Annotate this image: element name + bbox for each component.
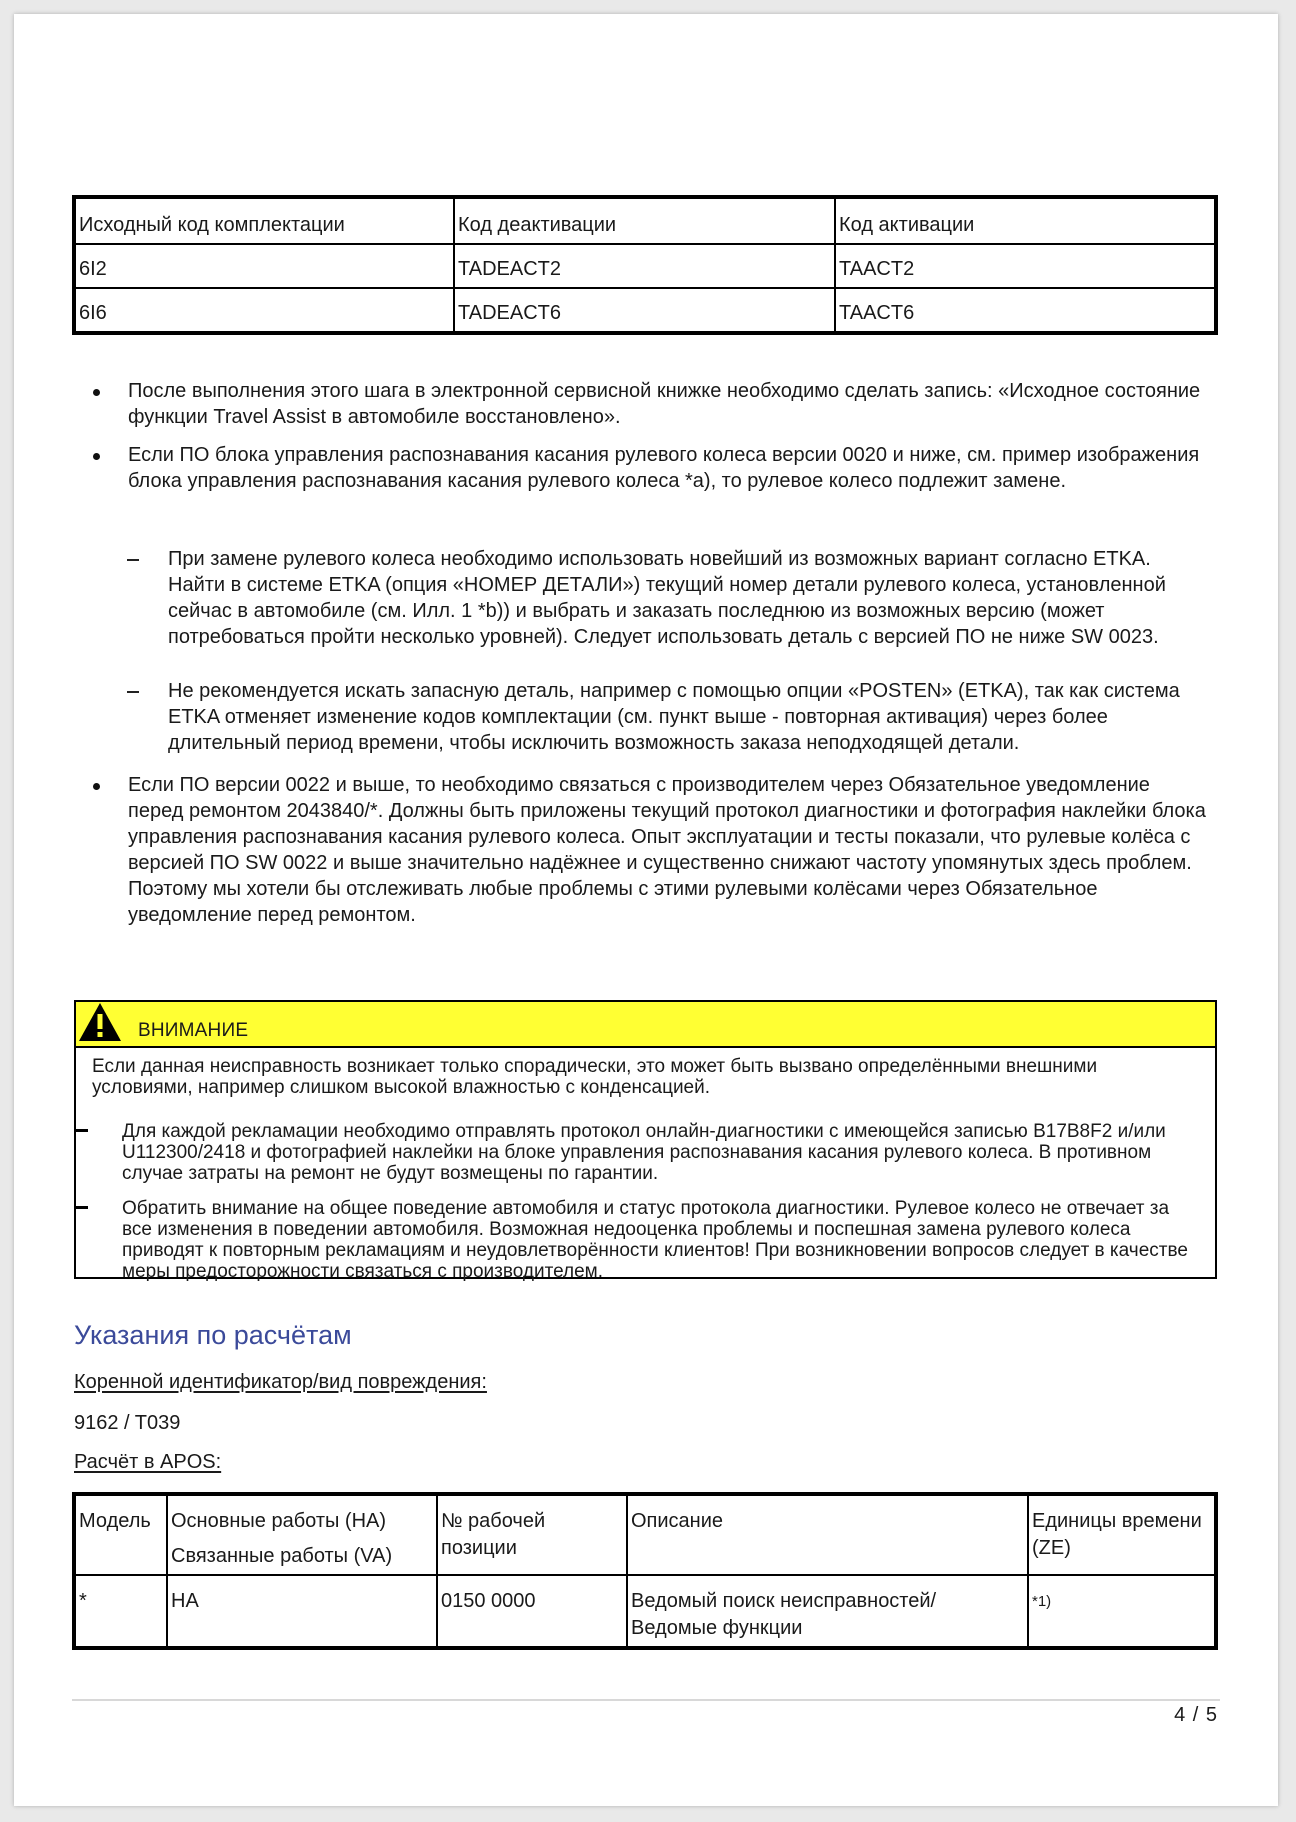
table-header-cell: Единицы времени (ZE) xyxy=(1028,1494,1216,1575)
dash-marker xyxy=(127,691,139,693)
table-header-cell: Код деактивации xyxy=(454,197,835,244)
bullet-dot xyxy=(93,783,100,790)
table-cell: *1) xyxy=(1028,1575,1216,1648)
footer-divider xyxy=(72,1699,1220,1701)
warning-title: ВНИМАНИЕ xyxy=(138,1020,249,1041)
table-header-cell: Описание xyxy=(627,1494,1028,1575)
table-cell: TAACT2 xyxy=(835,244,1216,288)
table-row xyxy=(74,288,1216,333)
table-header-cell: Исходный код комплектации xyxy=(74,197,454,244)
table-header-cell xyxy=(167,1494,437,1575)
root-id-label: Коренной идентификатор/вид повреждения: xyxy=(74,1371,487,1393)
table-cell: TADEACT6 xyxy=(454,288,835,333)
bullet-dot xyxy=(93,453,100,460)
codes-table xyxy=(72,195,1218,335)
table-cell: 0150 0000 xyxy=(437,1575,627,1648)
sub-bullet-item xyxy=(168,678,1208,756)
table-cell: TAACT6 xyxy=(835,288,1216,333)
bullet-item xyxy=(128,378,1208,430)
header-main-works: Основные работы (HA) xyxy=(171,1510,387,1532)
bullet-text: Если ПО версии 0022 и выше, то необходимо связаться с производителем через Обязательное уведомление перед ремонтом 2043840/*. Должны быть приложены текущий протокол диагностики и фотография наклейки блока управления распознавания касания рулевого колеса. Опыт эксплуатации и тесты показали, что рулевые колёса с версией ПО SW 0022 и выше значительно надёжнее и существенно снижают частоту упомянутых здесь проблем. Поэтому мы хотели бы отслеживать любые проблемы с этими рулевыми колёсами через Обязательное уведомление перед ремонтом. xyxy=(128,774,1206,926)
warning-item xyxy=(122,1198,1204,1282)
warning-triangle-icon xyxy=(78,1002,122,1042)
table-cell: 6I2 xyxy=(74,244,454,288)
section-title: Указания по расчётам xyxy=(74,1320,352,1350)
table-cell: Ведомый поиск неисправностей/ Ведомые функции xyxy=(627,1575,1028,1648)
document-page xyxy=(14,14,1278,1806)
warning-header xyxy=(76,1002,1215,1048)
table-header-cell: Код активации xyxy=(835,197,1216,244)
table-row xyxy=(74,244,1216,288)
table-header-row xyxy=(74,197,1216,244)
warning-box xyxy=(74,1000,1217,1282)
apos-label: Расчёт в APOS: xyxy=(74,1451,222,1473)
table-row xyxy=(74,1575,1216,1648)
warning-intro: Если данная неисправность возникает только спорадически, это может быть вызвано определёнными внешними условиями, например слишком высокой влажностью с конденсацией. xyxy=(92,1056,1098,1098)
warning-item-text: Обратить внимание на общее поведение автомобиля и статус протокола диагностики. Рулевое колесо не отвечает за все изменения в поведении автомобиля. Возможная недооценка проблемы и поспешная замена рулевого колеса приводят к повторным рекламациям и неудовлетворённости клиентов! При возникновении вопросов следует в качестве меры предосторожности связаться с производителем. xyxy=(122,1198,1188,1282)
sub-bullet-text: При замене рулевого колеса необходимо использовать новейший из возможных вариант согласно ETKA. Найти в системе ETKA (опция «НОМЕР ДЕТАЛИ») текущий номер детали рулевого колеса, установленной сейчас в автомобиле (см. Илл. 1 *b)) и выбрать и заказать последнюю из возможных версию (может потребоваться пройти несколько уровней). Следует использовать деталь с версией ПО не ниже SW 0023. xyxy=(168,548,1166,648)
warning-item-text: Для каждой рекламации необходимо отправлять протокол онлайн-диагностики с имеющейся записью B17B8F2 и/или U112300/2418 и фотографией наклейки на блоке управления распознавания касания рулевого колеса. В противном случае затраты на ремонт не будут возмещены по гарантии. xyxy=(122,1121,1166,1184)
dash-marker xyxy=(76,1206,88,1209)
warning-item xyxy=(122,1121,1204,1184)
bullet-item xyxy=(128,772,1208,928)
sub-bullet-item xyxy=(168,546,1208,650)
table-header-cell: № рабочей позиции xyxy=(437,1494,627,1575)
table-cell: TADEACT2 xyxy=(454,244,835,288)
table-header-cell: Модель xyxy=(74,1494,167,1575)
apos-table xyxy=(72,1492,1218,1650)
dash-marker xyxy=(127,559,139,561)
header-related-works: Связанные работы (VA) xyxy=(171,1545,393,1567)
root-id-value: 9162 / T039 xyxy=(74,1412,181,1434)
page-number: 4 / 5 xyxy=(1174,1704,1218,1726)
table-header-row xyxy=(74,1494,1216,1575)
table-cell: HA xyxy=(167,1575,437,1648)
bullet-text: Если ПО блока управления распознавания касания рулевого колеса версии 0020 и ниже, см. пример изображения блока управления распознавания касания рулевого колеса *a), то рулевое колесо подлежит замене. xyxy=(128,444,1200,492)
dash-marker xyxy=(76,1129,88,1132)
bullet-dot xyxy=(93,389,100,396)
bullet-item xyxy=(128,442,1208,494)
table-cell: 6I6 xyxy=(74,288,454,333)
table-cell: * xyxy=(74,1575,167,1648)
bullet-text: После выполнения этого шага в электронной сервисной книжке необходимо сделать запись: «Исходное состояние функции Travel Assist в автомобиле восстановлено». xyxy=(128,380,1201,428)
sub-bullet-text: Не рекомендуется искать запасную деталь, например с помощью опции «POSTEN» (ETKA), так как система ETKA отменяет изменение кодов комплектации (см. пункт выше - повторная активация) через более длительный период времени, чтобы исключить возможность заказа неподходящей детали. xyxy=(168,680,1180,754)
